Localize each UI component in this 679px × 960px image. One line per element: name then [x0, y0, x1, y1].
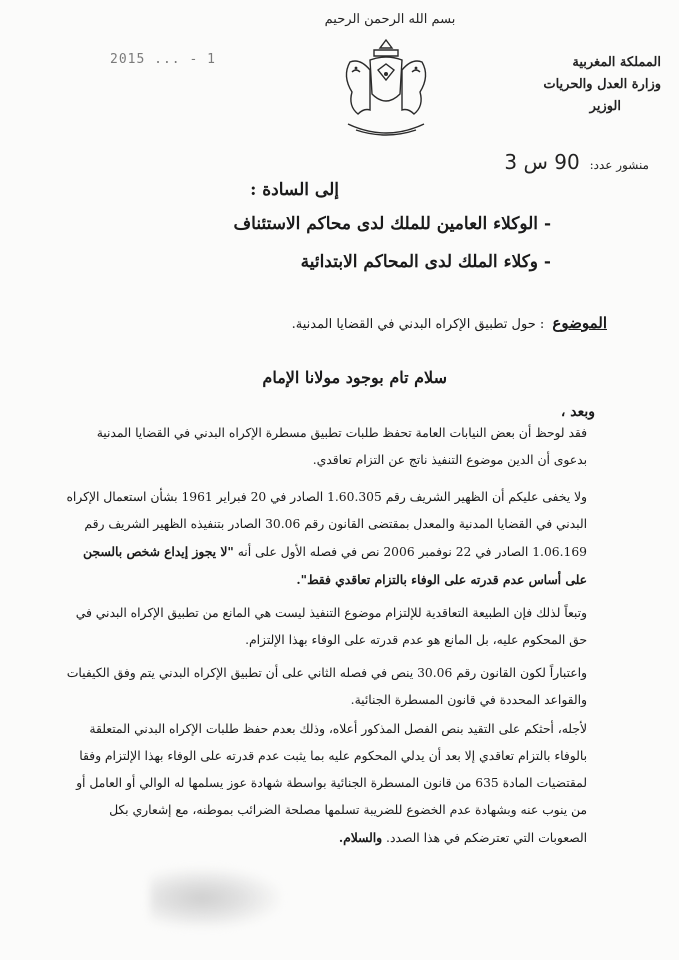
subject-text: : حول تطبيق الإكراه البدني في القضايا المدنية. [291, 317, 545, 332]
subject-line [292, 314, 607, 332]
greeting: سلام تام بوجود مولانا الإمام [262, 368, 447, 387]
royal-emblem-icon [338, 32, 434, 142]
circular-label: منشور عدد: [589, 158, 649, 172]
circular-reference [504, 150, 649, 174]
paragraph-5-text: لأجله، أحثكم على التقيد بنص الفصل المذكور أعلاه، وذلك بعدم حفظ طلبات الإكراه البدني المتعلقة بالوفاء بالتزام تعاقدي إلا بعد أن يدلي المحكوم عليه بما يثبت عدم قدرته على الوفاء بهذا الإلتزام وفقا لمقتضيات المادة 635 من قانون المسطرة الجنائية بواسطة شهادة عوز يسلمها له الوالي أو العامل أو من ينوب عنه وبشهادة عدم الخضوع للضريبة تسلمها مصلحة الضرائب بموطنه، مع إشعاري بكل الصعوبات التي تعترضكم في هذا الصدد. [76, 722, 587, 845]
subject-label: الموضوع [552, 314, 607, 332]
blurred-signature [150, 868, 280, 928]
addressees-heading: إلى السادة : [250, 180, 339, 200]
after-greeting: وبعد ، [560, 404, 595, 420]
addressee-item: - وكلاء الملك لدى المحاكم الابتدائية [300, 252, 551, 272]
addressee-item: - الوكلاء العامين للملك لدى محاكم الاستئناف [233, 214, 551, 234]
kingdom-name: المملكة المغربية [572, 55, 661, 70]
paragraph-2 [61, 484, 605, 594]
basmala: بسم الله الرحمن الرحيم [324, 12, 456, 27]
paragraph-5 [61, 716, 605, 852]
paragraph-2-text: ولا يخفى عليكم أن الظهير الشريف رقم 1.60.305 الصادر في 20 فبراير 1961 بشأن استعمال الإكراه البدني في القضايا المدنية والمعدل بمقتضى القانون رقم 30.06 الصادر بتنفيذه الظهير الشريف رقم 1.06.169 الصادر في 22 نوفمبر 2006 نص في فصله الأول على أنه [66, 490, 587, 559]
paragraph-1: فقد لوحظ أن بعض النيابات العامة تحفظ طلبات تطبيق مسطرة الإكراه البدني في القضايا المدنية بدعوى أن الدين موضوع التنفيذ ناتج عن التزام تعاقدي. [96, 426, 587, 467]
paragraph-3: وتبعاً لذلك فإن الطبيعة التعاقدية للإلتزام موضوع التنفيذ ليست هي المانع من تطبيق الإكراه البدني في حق المحكوم عليه، بل المانع هو عدم قدرته على الوفاء بهذا الإلتزام. [75, 606, 587, 647]
minister-title: الوزير [589, 99, 621, 114]
ministry-name: وزارة العدل والحريات [543, 77, 661, 92]
received-date-stamp: 2015 ... - 1 [110, 52, 216, 67]
closing: والسلام. [338, 830, 383, 845]
ministry-header [461, 52, 661, 118]
circular-number: 90 س 3 [504, 150, 580, 174]
paragraph-2-quote: "لا يجوز إيداع شخص بالسجن على أساس عدم قدرته على الوفاء بالتزام تعاقدي فقط". [83, 544, 587, 587]
paragraph-4: واعتباراً لكون القانون رقم 30.06 ينص في فصله الثاني على أن تطبيق الإكراه البدني يتم وفق الكيفيات والقواعد المحددة في قانون المسطرة الجنائية. [66, 666, 587, 707]
